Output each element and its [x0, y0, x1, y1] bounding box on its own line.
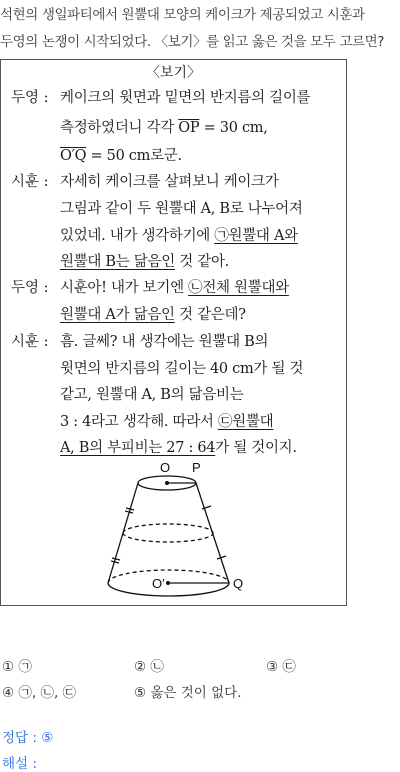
statement-c-cont: A, B의 부피비는 27 : 64: [60, 440, 216, 456]
label-q: Q: [233, 576, 244, 591]
dialogue-line: 측정하였더니 각각 $\overline{OP} = 30$ cm,: [60, 120, 268, 136]
segment-oq: O′Q: [60, 148, 87, 164]
choice-2[interactable]: ② ㉡: [134, 659, 164, 675]
box-title: 〈보기〉: [145, 65, 202, 81]
middle-ellipse-back: [123, 524, 213, 533]
dialogue-line: 그림과 같이 두 원뿔대 A, B로 나누어져: [60, 201, 303, 217]
dialogue-line: 케이크의 윗면과 밑면의 반지름의 길이를: [60, 90, 311, 106]
label-p: P: [192, 460, 201, 475]
dialogue-line: A, B의 부피비는 27 : 64가 될 것이지.: [60, 440, 297, 456]
dialogue-line: 원뿔대 A가 닮음인 것 같은데?: [60, 307, 246, 323]
statement-c: ㉢원뿔대: [217, 414, 274, 430]
answer-text: 정답 : ⑤: [2, 730, 54, 746]
speaker-label: 두영 :: [11, 280, 49, 296]
dialogue-line: 3 : 4라고 생각해. 따라서 ㉢원뿔대: [60, 414, 274, 430]
explanation-label: 해설 :: [2, 756, 37, 772]
dialogue-line: 시훈아! 내가 보기엔 ㉡전체 원뿔대와: [60, 280, 289, 296]
example-box: [0, 59, 347, 606]
question-line-2: 두영의 논쟁이 시작되었다. 〈보기〉를 읽고 옳은 것을 모두 고르면?: [0, 34, 385, 50]
bottom-ellipse-back: [108, 570, 229, 583]
dialogue-line: 있었네. 내가 생각하기에 ㉠원뿔대 A와: [60, 228, 298, 244]
question-text: [0, 2, 400, 56]
statement-a-cont: 원뿔대 B는 닮음인: [60, 254, 175, 270]
bottom-ellipse-front: [108, 583, 229, 596]
statement-b-cont: 원뿔대 A가 닮음인: [60, 307, 175, 323]
speaker-label: 두영 :: [11, 90, 49, 106]
label-o: O: [160, 460, 171, 475]
frustum-figure: [96, 458, 266, 600]
choice-3[interactable]: ③ ㉢: [266, 659, 296, 675]
choice-1[interactable]: ① ㉠: [2, 659, 32, 675]
dialogue-line: 흠. 글쎄? 내 생각에는 원뿔대 B의: [60, 334, 269, 350]
point-o-prime: [166, 581, 170, 585]
statement-b: ㉡전체 원뿔대와: [188, 280, 289, 296]
label-o-prime: O′: [152, 576, 165, 591]
statement-a: ㉠원뿔대 A와: [214, 228, 298, 244]
choice-4[interactable]: ④ ㉠, ㉡, ㉢: [2, 685, 77, 701]
speaker-label: 시훈 :: [11, 174, 49, 190]
point-o: [165, 481, 169, 485]
middle-ellipse-front: [123, 533, 213, 542]
dialogue-line: 원뿔대 B는 닮음인 것 같아.: [60, 254, 229, 270]
dialogue-line: 같고, 원뿔대 A, B의 닮음비는: [60, 387, 244, 403]
dialogue-line: O′Q = 50 cm로군.: [60, 148, 182, 164]
speaker-label: 시훈 :: [11, 334, 49, 350]
question-line-1: 석현의 생일파티에서 원뿔대 모양의 케이크가 제공되었고 시훈과: [0, 7, 365, 23]
segment-op: $\overline{OP}$: [178, 120, 200, 136]
choice-5[interactable]: ⑤ 옳은 것이 없다.: [134, 685, 242, 701]
dialogue-line: 자세히 케이크를 살펴보니 케이크가: [60, 174, 279, 190]
dialogue-line: 윗면의 반지름의 길이는 40 cm가 될 것: [60, 361, 304, 377]
